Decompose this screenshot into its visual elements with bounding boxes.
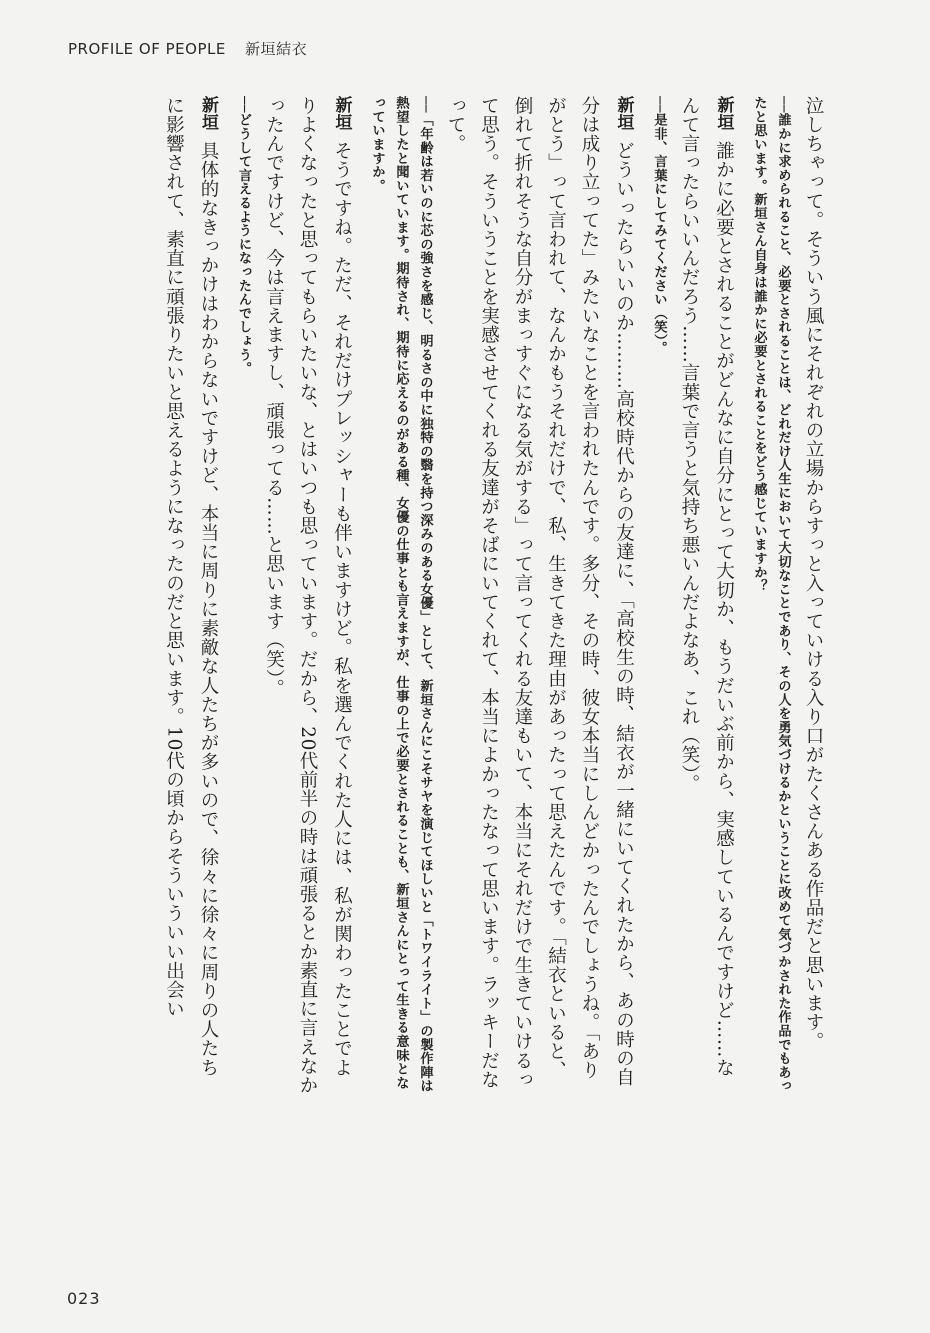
answer-paragraph bbox=[797, 96, 831, 1096]
answer-text: 具体的なきっかけはわからないですけど、本当に周りに素敵な人たちが多いので、徐々に徐々に周りの人たちに影響されて、素直に頑張りたいと思えるようになったのだと思います。10代の頃からそういういい出会い bbox=[163, 96, 219, 1078]
answer-text: どういったらいいのか………高校時代からの友達に、「高校生の時、結衣が一緒にいてくれたから、あの時の自分は成り立ってた」みたいなことを言われたんです。多分、その時、彼女本当にしんどかったんでしょうね。「ありがとう」って言われて、なんかもうそれだけで、私、生きてきた理由があったって思えたんです。「結衣といると、倒れて折れそうな自分がまっすぐになる気がする」って言ってくれる友達もいて、本当にそれだけで生きていけるって思う。そういうことを実感させてくれる友達がそばにいてくれて、本当によかったなって思います。ラッキーだなって。 bbox=[445, 96, 635, 1090]
header-person-name: 新垣結衣 bbox=[245, 40, 308, 58]
question-paragraph bbox=[231, 96, 255, 1096]
question-text: ──誰かに求められること、必要とされることは、どれだけ人生において大切なことであり、その人を勇気づけるかということに改めて気づかされた作品でもあったと思います。新垣さん自身は誰かに必要とされることをどう感じていますか？ bbox=[751, 96, 791, 1093]
answer-paragraph bbox=[157, 96, 225, 1096]
speaker-label: 新垣 bbox=[613, 96, 634, 132]
running-header bbox=[68, 38, 307, 59]
answer-paragraph bbox=[257, 96, 359, 1096]
page-number: 023 bbox=[67, 1289, 101, 1308]
answer-text: 泣しちゃって。そういう風にそれぞれの立場からすっと入っていける入り口がたくさんある作品だと思います。 bbox=[803, 96, 824, 1051]
speaker-label: 新垣 bbox=[331, 96, 352, 132]
answer-text: そうですね。ただ、それだけプレッシャーも伴いますけど。私を選んでくれた人には、私が関わったことでよりよくなったと思ってもらいたいな、とはいつも思っています。だから、20代前半の時は頑張るとか素直に言えなかったんですけど、今は言えますし、頑張ってる……と思います（笑）。 bbox=[263, 96, 353, 1095]
header-series-title: PROFILE OF PEOPLE bbox=[68, 40, 226, 58]
interview-body bbox=[50, 96, 830, 1096]
answer-paragraph bbox=[439, 96, 641, 1096]
answer-paragraph bbox=[673, 96, 741, 1096]
question-paragraph bbox=[365, 96, 437, 1096]
question-text: ──どうして言えるようになったんでしょう。 bbox=[236, 96, 251, 376]
question-text: ──「年齢は若いのに芯の強さを感じ、明るさの中に独特の翳を持つ深みのある女優」として、新垣さんにこそサヤを演じてほしいと「トワイライト」の製作陣は熱望したと聞いています。期待され、期待に応えるのがある種、女優の仕事とも言えますが、仕事の上で必要とされることも、新垣さんにとって生きる意味となっていますか。 bbox=[369, 96, 433, 1093]
speaker-label: 新垣 bbox=[713, 96, 734, 132]
question-paragraph bbox=[747, 96, 795, 1096]
question-paragraph bbox=[647, 96, 671, 1096]
speaker-label: 新垣 bbox=[198, 96, 218, 132]
answer-text: 誰かに必要とされることがどんなに自分にとって大切か、もうだいぶ前から、実感しているんですけど……なんて言ったらいいんだろう……言葉で言うと気持ち悪いんだよなあ、これ（笑）。 bbox=[679, 96, 735, 1078]
question-text: ──是非、言葉にしてみてください（笑）。 bbox=[651, 96, 667, 355]
